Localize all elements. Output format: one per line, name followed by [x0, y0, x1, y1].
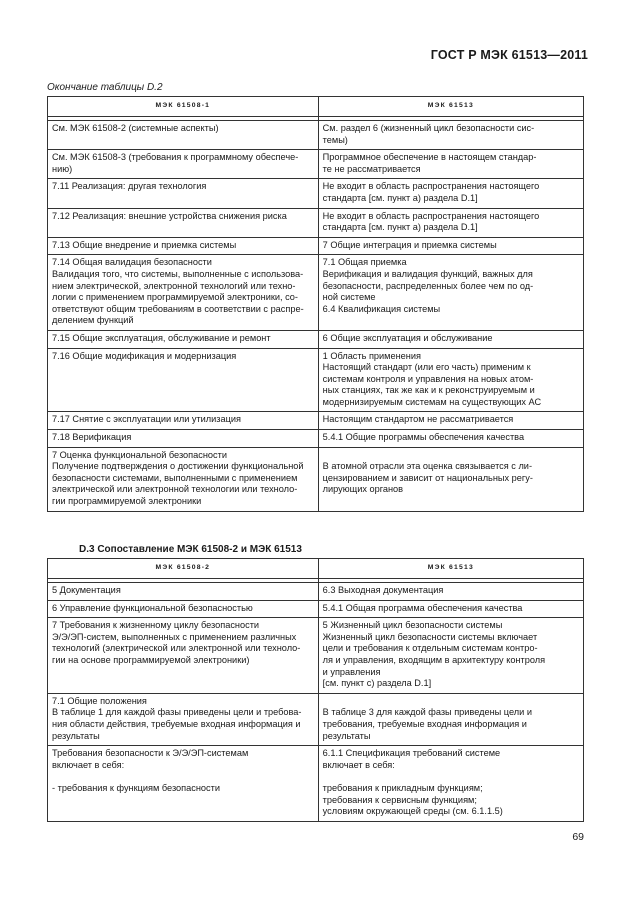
table-cell-right: [318, 412, 583, 430]
cell-text-line: 5 Жизненный цикл безопасности системы: [322, 620, 503, 631]
table-cell-right: [318, 255, 583, 331]
table-row: [48, 583, 584, 601]
table-row: [48, 746, 584, 822]
cell-text-line: Верификация и валидация функций, важных для: [322, 268, 533, 279]
cell-text-line: требования, требуемые входная информация и: [322, 718, 527, 729]
cell-text-line: 7.1 Общие положения: [52, 695, 147, 706]
table-cell-left: [48, 600, 319, 618]
cell-text-line: 7.12 Реализация: внешние устройства снижения риска: [52, 210, 287, 221]
table-cell-right: [318, 348, 583, 412]
cell-text-line: 5.4.1 Общая программа обеспечения качества: [322, 602, 523, 613]
table-cell-left: [48, 348, 319, 412]
table-cell-left: [48, 447, 319, 511]
cell-text-line: Получение подтверждения о достижении функциональной: [52, 461, 304, 472]
cell-text-line: 7 Оценка функциональной безопасности: [52, 449, 227, 460]
cell-text-line: гии на основе программируемой электроники): [52, 654, 250, 665]
table-cell-right: [318, 237, 583, 255]
cell-text-line: системам контроля и управления на новых атом-: [322, 373, 534, 384]
cell-text-line: безопасности системами, выполненными с применением: [52, 472, 298, 483]
cell-text-line: результаты: [322, 730, 371, 741]
comparison-table-d3: [47, 558, 584, 822]
table-cell-right: [318, 430, 583, 448]
cell-text-line: 7.13 Общие внедрение и приемка системы: [52, 239, 237, 250]
cell-text-line: [323, 450, 579, 462]
table-cell-right: [318, 150, 583, 179]
cell-text-line: 6.1.1 Спецификация требований системе: [322, 748, 501, 759]
cell-text-line: 7.16 Общие модификация и модернизация: [52, 350, 237, 361]
cell-text-line: логии с применением программируемой электроники, со-: [52, 292, 298, 303]
cell-text-line: Настоящим стандартом не рассматривается: [322, 414, 514, 425]
cell-text-line: ных станциях, так же как и к реконструируемым и: [322, 385, 535, 396]
cell-text-line: 7.1 Общая приемка: [322, 257, 407, 268]
table-cell-left: [48, 237, 319, 255]
cell-text-line: Не входит в область распространения настоящего: [322, 210, 540, 221]
table-row: [48, 237, 584, 255]
table-cell-right: [318, 618, 583, 694]
table-header-row: [48, 97, 584, 117]
cell-text-line: Валидация того, что системы, выполненные с использова-: [52, 268, 304, 279]
cell-text-line: В таблице 1 для каждой фазы приведены цели и требова-: [52, 707, 302, 718]
cell-text-line: [323, 696, 579, 708]
table-cell-right: [318, 600, 583, 618]
cell-text-line: См. МЭК 61508-2 (системные аспекты): [52, 123, 219, 133]
cell-text-line: 6.4 Квалификация системы: [322, 303, 441, 314]
cell-text-line: ответствуют общим требованиям в соответствии с распре-: [52, 303, 304, 314]
table-cell-right: [318, 447, 583, 511]
cell-text-line: Жизненный цикл безопасности системы включает: [322, 631, 538, 642]
cell-text-line: Не входит в область распространения настоящего: [322, 181, 540, 192]
cell-text-line: включает в себя:: [52, 759, 125, 770]
table-row: [48, 208, 584, 237]
cell-text-line: ния области действия, требуемые входная информация и: [52, 718, 301, 729]
column-header-left: МЭК 61508-1: [48, 97, 319, 117]
cell-text-line: требования к прикладным функциям;: [322, 782, 483, 793]
cell-text-line: 7 Общие интеграция и приемка системы: [322, 239, 497, 250]
table-row: [48, 121, 584, 150]
table-row: [48, 618, 584, 694]
column-header-right: МЭК 61513: [318, 97, 583, 117]
column-header-right: МЭК 61513: [318, 559, 583, 579]
table-row: [48, 430, 584, 448]
table-row: [48, 348, 584, 412]
cell-text-line: 7.18 Верификация: [52, 432, 132, 443]
cell-text-line: 6 Общие эксплуатация и обслуживание: [322, 332, 493, 343]
table-row: [48, 179, 584, 208]
table-cell-left: [48, 150, 319, 179]
cell-text-line: технологий (электрической или электронной или техноло-: [52, 643, 301, 654]
page-number: 69: [572, 831, 584, 843]
table-cell-left: [48, 255, 319, 331]
table-cell-right: [318, 746, 583, 822]
cell-text-line: модернизируемым системам на существующих АС: [322, 396, 542, 407]
cell-text-line: и управления: [322, 666, 381, 677]
cell-text-line: [см. пункт с) раздела D.1]: [322, 678, 432, 689]
table-row: [48, 447, 584, 511]
cell-text-line: 7.15 Общие эксплуатация, обслуживание и ремонт: [52, 332, 271, 343]
table-cell-left: [48, 693, 319, 745]
cell-text-line: 7.14 Общая валидация безопасности: [52, 257, 212, 268]
table-cell-right: [318, 121, 583, 150]
cell-text-line: 7 Требования к жизненному циклу безопасности: [52, 620, 260, 631]
cell-text-line: делением функций: [52, 315, 134, 326]
cell-text-line: [323, 771, 579, 783]
cell-text-line: В атомной отрасли эта оценка связывается с ли-: [322, 461, 532, 472]
table-cell-right: [318, 330, 583, 348]
cell-text-line: цензированием и зависит от национальных регу-: [322, 472, 533, 483]
table-cell-left: [48, 208, 319, 237]
cell-text-line: 7.11 Реализация: другая технология: [52, 181, 207, 192]
cell-text-line: требования к сервисным функциям;: [322, 794, 477, 805]
cell-text-line: лирующих органов: [322, 484, 404, 495]
cell-text-line: стандарта [см. пункт а) раздела D.1]: [322, 192, 478, 203]
table-cell-left: [48, 430, 319, 448]
cell-text-line: 5 Документация: [52, 585, 121, 595]
cell-text-line: нию): [52, 163, 73, 174]
cell-text-line: 6 Управление функциональной безопасностью: [52, 602, 253, 613]
table-row: [48, 150, 584, 179]
table-cell-left: [48, 412, 319, 430]
cell-text-line: темы): [322, 134, 348, 145]
cell-text-line: результаты: [52, 730, 100, 741]
table-caption: Окончание таблицы D.2: [47, 82, 163, 93]
comparison-table-d2: [47, 96, 584, 512]
cell-text-line: 7.17 Снятие с эксплуатации или утилизация: [52, 414, 241, 425]
cell-text-line: безопасности, распределенных более чем по од-: [322, 280, 534, 291]
document-standard-header: ГОСТ Р МЭК 61513—2011: [430, 48, 588, 62]
table-row: [48, 412, 584, 430]
cell-text-line: гии программируемой электроники: [52, 496, 202, 507]
section-title: D.3 Сопоставление МЭК 61508-2 и МЭК 61513: [79, 544, 302, 555]
cell-text-line: стандарта [см. пункт а) раздела D.1]: [322, 222, 478, 233]
cell-text-line: Программное обеспечение в настоящем стандар-: [322, 152, 537, 163]
table-cell-right: [318, 179, 583, 208]
table-cell-left: [48, 121, 319, 150]
cell-text-line: 5.4.1 Общие программы обеспечения качества: [322, 432, 525, 443]
cell-text-line: Требования безопасности к Э/Э/ЭП-системам: [52, 748, 249, 759]
table-header-row: [48, 559, 584, 579]
cell-text-line: электрической или электронной технологии или техноло-: [52, 484, 298, 495]
table-cell-left: [48, 618, 319, 694]
cell-text-line: - требования к функциям безопасности: [52, 782, 220, 793]
table-row: [48, 330, 584, 348]
table-cell-right: [318, 583, 583, 601]
cell-text-line: Э/Э/ЭП-систем, выполненных с применением различных: [52, 631, 297, 642]
table-cell-left: [48, 179, 319, 208]
table-row: [48, 255, 584, 331]
table-cell-right: [318, 208, 583, 237]
cell-text-line: [52, 771, 314, 783]
cell-text-line: См. МЭК 61508-3 (требования к программному обеспече-: [52, 152, 299, 163]
cell-text-line: условиям окружающей среды (см. 6.1.1.5): [322, 806, 503, 817]
cell-text-line: 1 Область применения: [322, 350, 421, 361]
column-header-left: МЭК 61508-2: [48, 559, 319, 579]
cell-text-line: Настоящий стандарт (или его часть) применим к: [322, 362, 531, 373]
table-cell-left: [48, 330, 319, 348]
cell-text-line: цели и требования к отдельным системам контро-: [322, 643, 538, 654]
table-cell-left: [48, 746, 319, 822]
table-row: [48, 693, 584, 745]
cell-text-line: включает в себя:: [322, 759, 395, 770]
cell-text-line: В таблице 3 для каждой фазы приведены цели и: [322, 707, 532, 718]
table-cell-left: [48, 583, 319, 601]
cell-text-line: См. раздел 6 (жизненный цикл безопасности сис-: [322, 123, 535, 133]
cell-text-line: ной системе: [322, 292, 376, 303]
table-cell-right: [318, 693, 583, 745]
table-row: [48, 600, 584, 618]
cell-text-line: ля и управления, входящим в архитектуру контроля: [322, 654, 546, 665]
cell-text-line: нием электрической, электронной технологий или техно-: [52, 280, 296, 291]
cell-text-line: 6.3 Выходная документация: [322, 585, 444, 595]
cell-text-line: те не рассматривается: [322, 163, 421, 174]
